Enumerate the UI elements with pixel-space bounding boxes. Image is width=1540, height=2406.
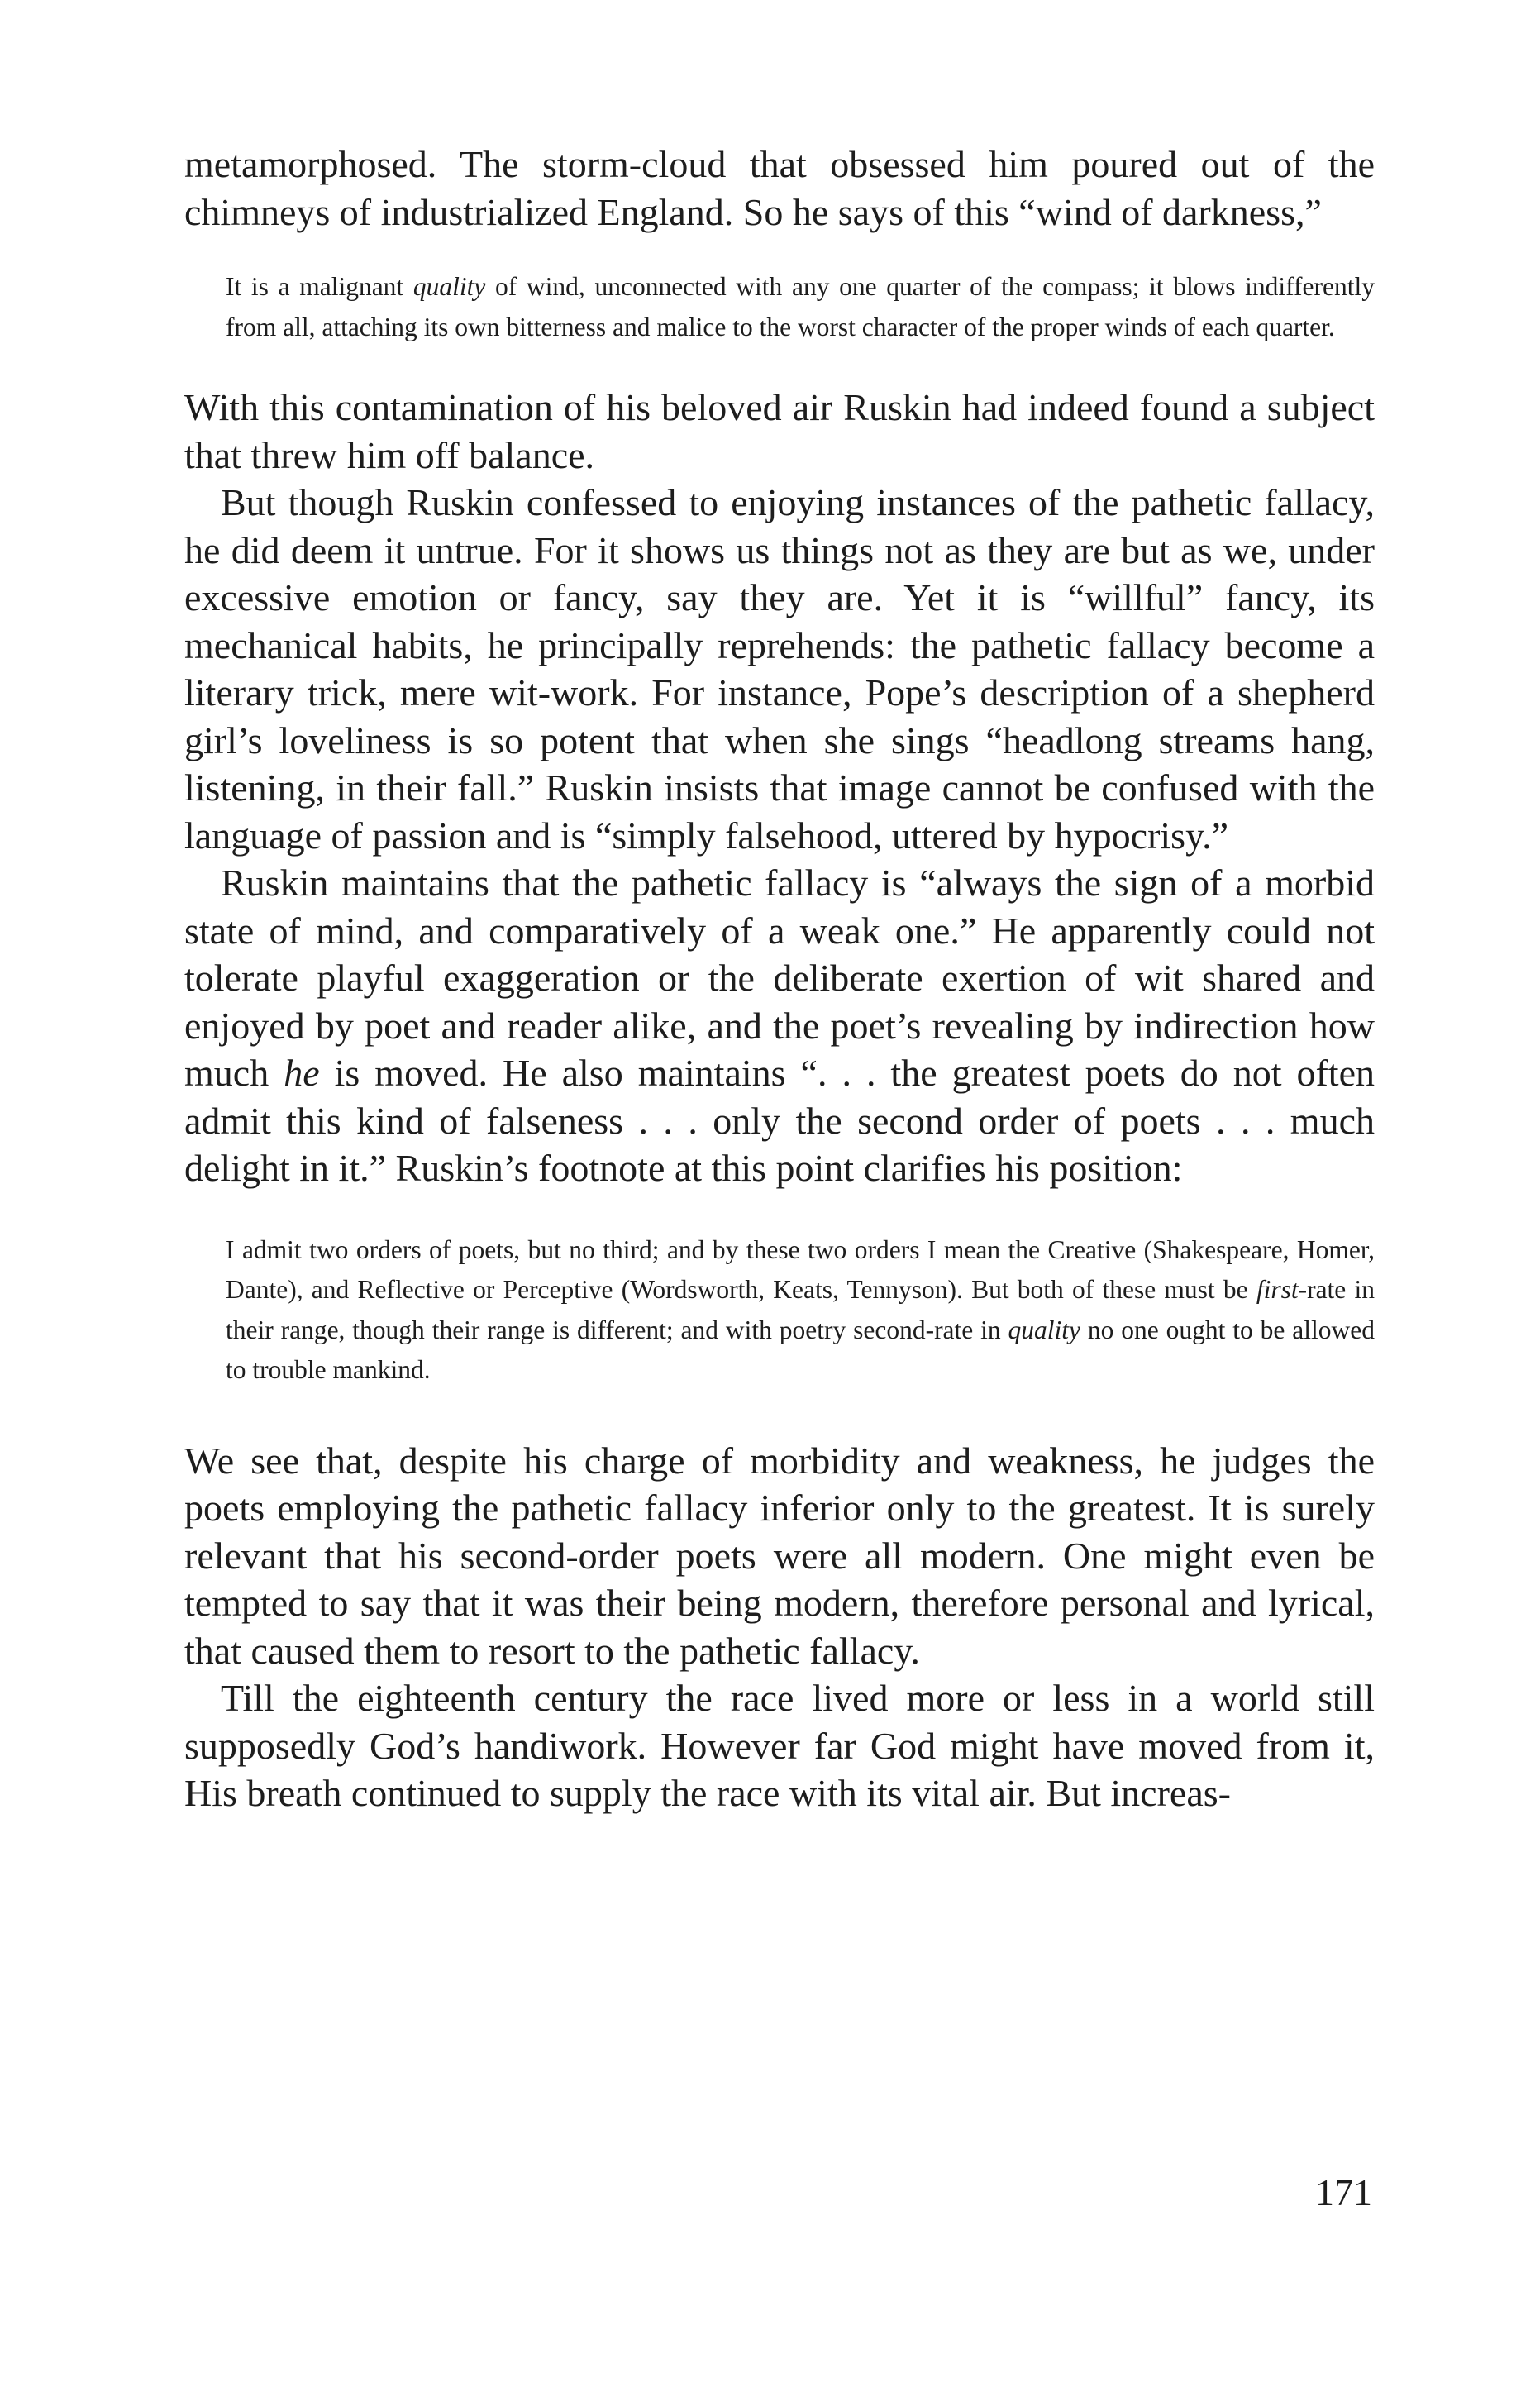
quote-text: I admit two orders of poets, but no third; and by these two orders I mean the Creative (Shakespeare, Homer, Dante), and Reflective or Perceptive (Wordsworth, Keats, Tennyson). But both of these must be <box>226 1234 1375 1304</box>
paragraph-emphasis: he <box>284 1052 320 1094</box>
quote-emphasis: quality <box>1008 1315 1081 1344</box>
page-number: 171 <box>1315 2171 1372 2213</box>
paragraph-metamorphosed: metamorphosed. The storm-cloud that obsessed him poured out of the chimneys of industrialized England. So he says of this “wind of darkness,” <box>184 143 1375 233</box>
quote-text: -rate in their range, though their range is different; and with poetry second-rate in <box>226 1275 1375 1344</box>
quote-emphasis: first <box>1256 1275 1299 1304</box>
paragraph-eighteenth-century: Till the eighteenth century the race lived more or less in a world still supposedly God’s handiwork. However far God might have moved from it, His breath continued to supply the race with its vital air. But increas- <box>184 1677 1375 1814</box>
block-quote-footnote <box>184 1230 1375 1391</box>
quote-emphasis: quality <box>412 272 486 301</box>
quote-text: It is a malignant <box>226 272 413 301</box>
page-body <box>184 141 1375 1817</box>
paragraph-pathetic-fallacy: But though Ruskin confessed to enjoying instances of the pathetic fallacy, he did deem it untrue. For it shows us things not as they are but as we, under excessive emotion or fancy, say they are. Yet it is “willful” fancy, its mechanical habits, he principally reprehends: the pathetic fallacy become a literary trick, mere wit-work. For instance, Pope’s description of a shepherd girl’s loveliness is so potent that when she sings “headlong streams hang, listening, in their fall.” Ruskin insists that image cannot be confused with the language of passion and is “simply falsehood, uttered by hypocrisy.” <box>184 481 1375 857</box>
block-quote-wind <box>184 267 1375 347</box>
paragraph-morbid-state <box>184 859 1375 1192</box>
paragraph-second-order-poets: We see that, despite his charge of morbidity and weakness, he judges the poets employing the pathetic fallacy inferior only to the greatest. It is surely relevant that his second-order poets were all modern. One might even be tempted to say that it was their being modern, therefore personal and lyrical, that caused them to resort to the pathetic fallacy. <box>184 1439 1375 1672</box>
quote-text: of wind, unconnected with any one quarter of the compass; it blows indifferently from all, attaching its own bitterness and malice to the worst character of the proper winds of each quarter. <box>226 272 1375 341</box>
paragraph-text: is moved. He also maintains “. . . the greatest poets do not often admit this kind of falseness . . . only the second order of poets . . . much delight in it.” Ruskin’s footnote at this point clarifies his position: <box>184 1052 1376 1189</box>
paragraph-text: Ruskin maintains that the pathetic fallacy is “always the sign of a morbid state of mind, and comparatively of a weak one.” He apparently could not tolerate playful exaggeration or the deliberate exertion of wit shared and enjoyed by poet and reader alike, and the poet’s revealing by indirection how much <box>184 862 1375 1094</box>
quote-text: no one ought to be allowed to trouble mankind. <box>226 1315 1376 1384</box>
paragraph-contamination: With this contamination of his beloved air Ruskin had indeed found a subject that threw him off balance. <box>184 386 1375 476</box>
